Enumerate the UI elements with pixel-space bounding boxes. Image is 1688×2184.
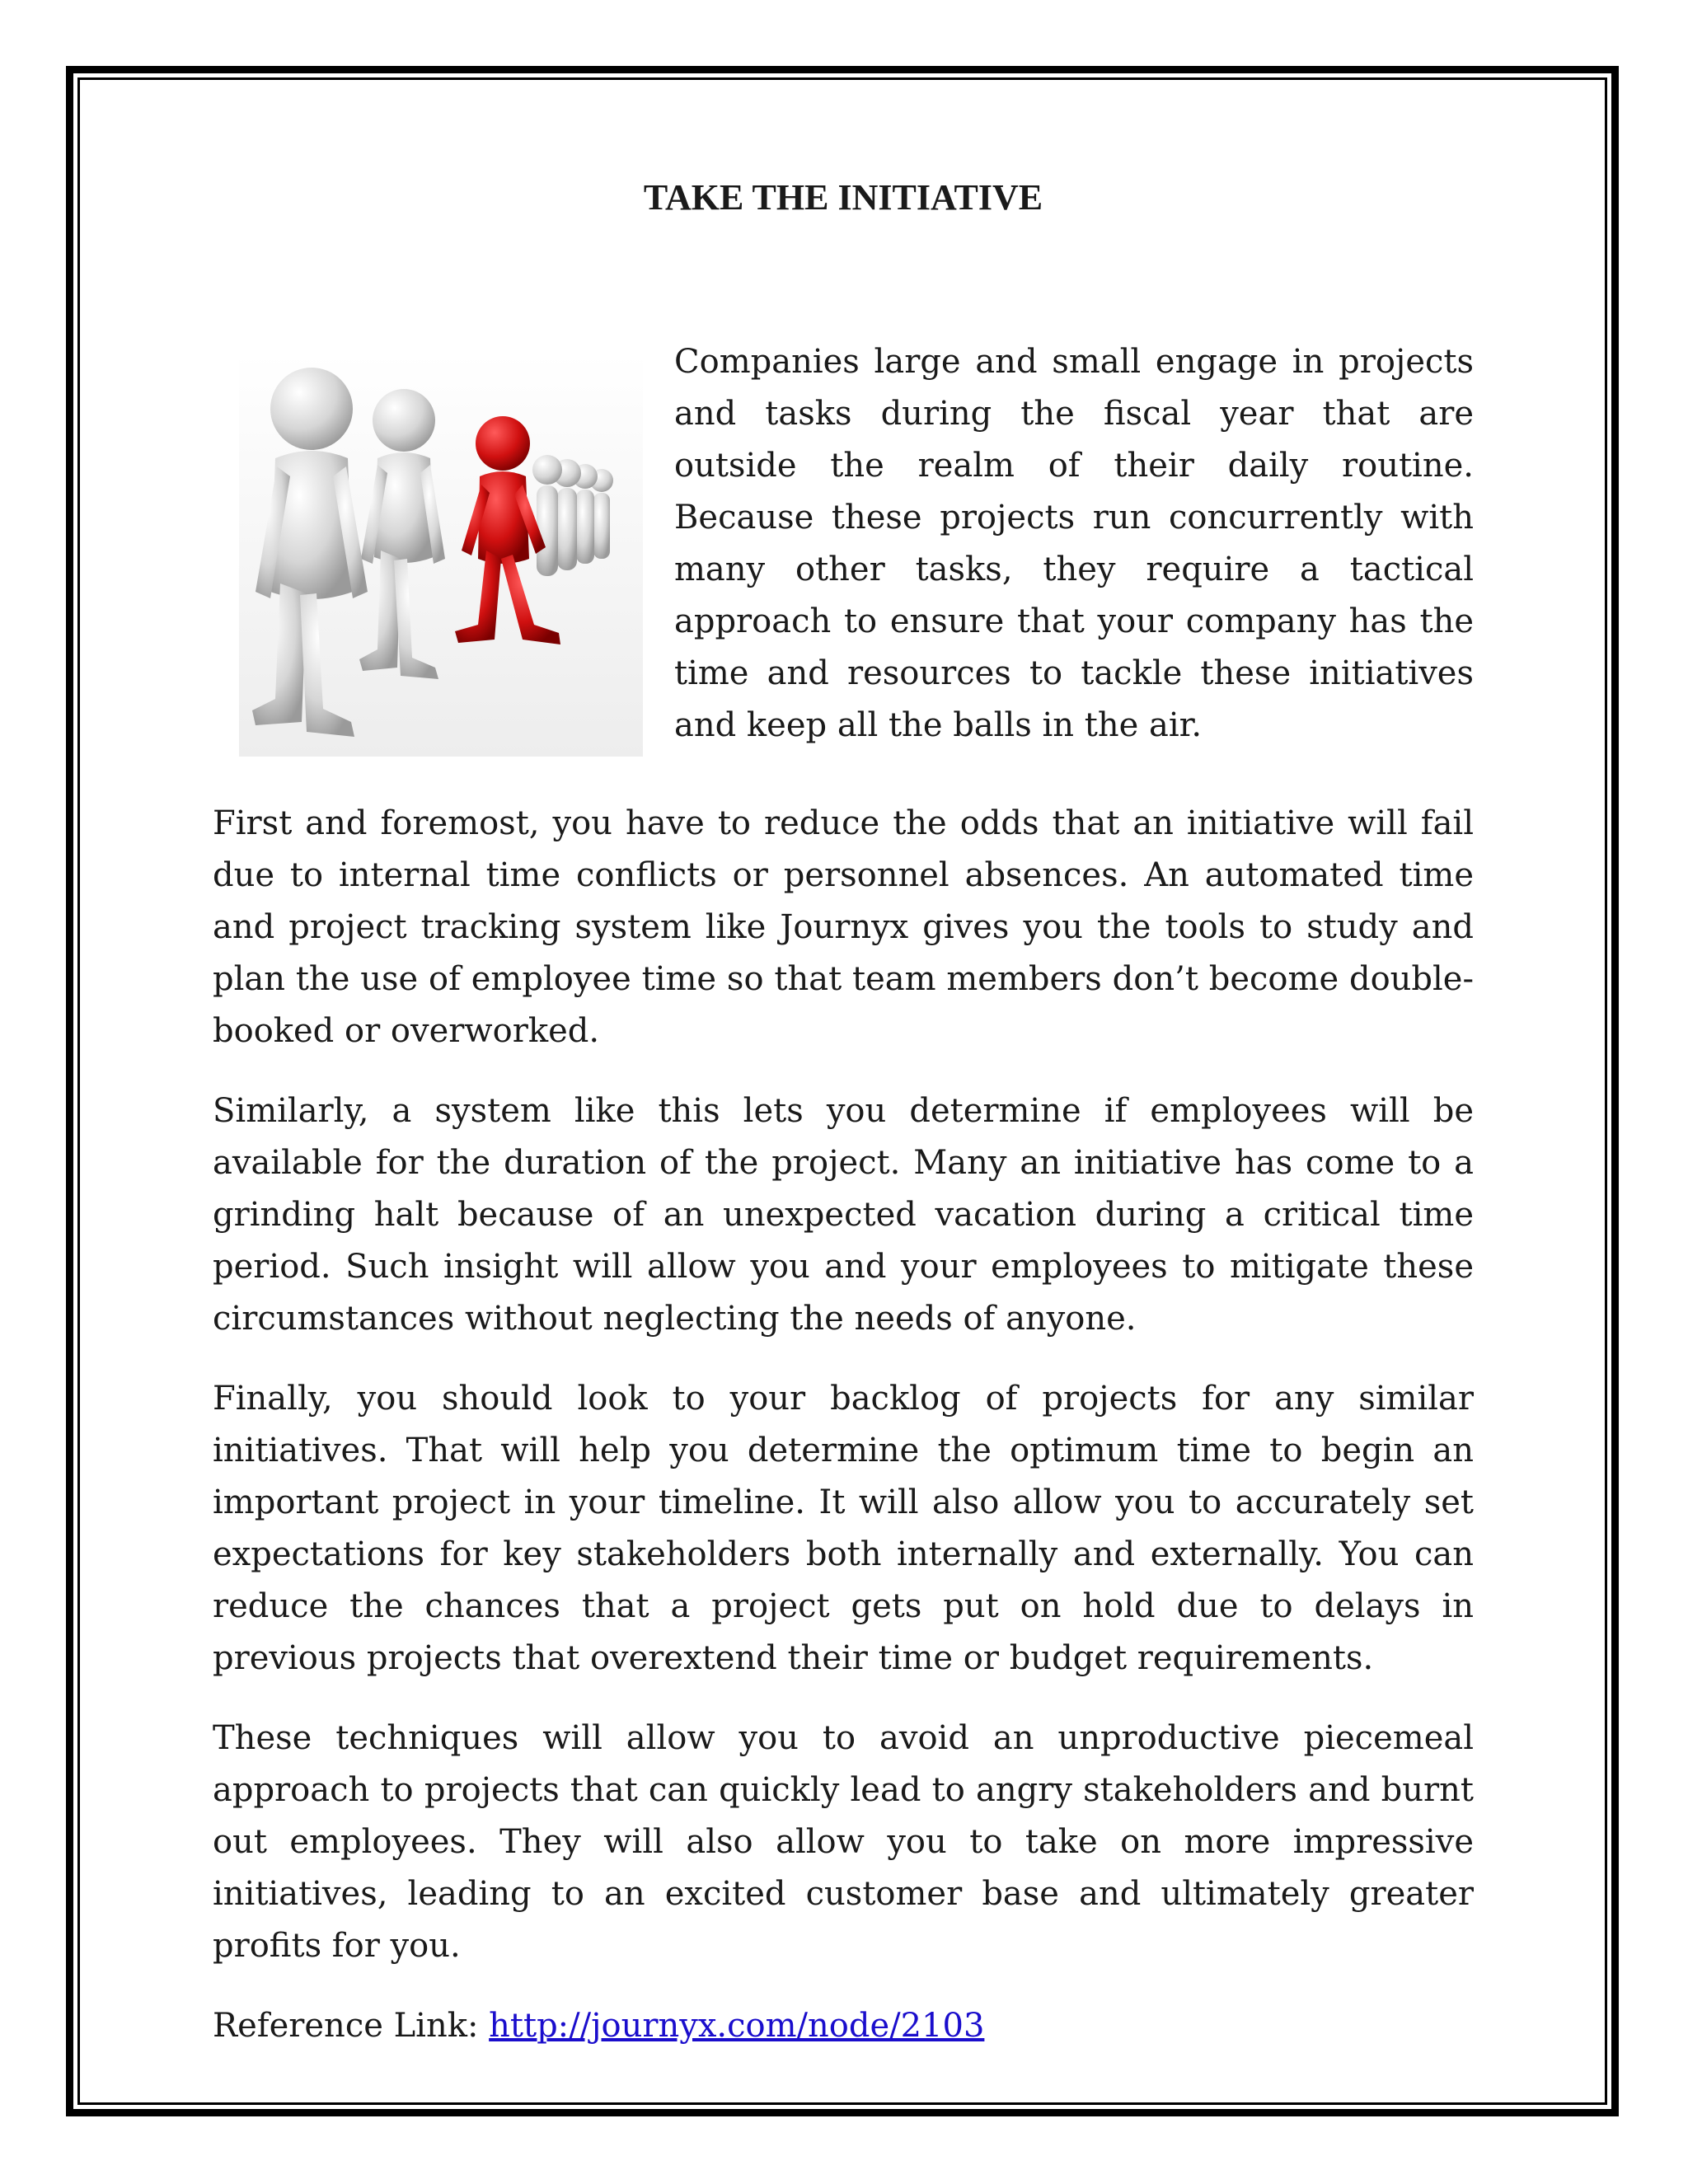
body-paragraph: Finally, you should look to your backlog of projects for any similar initiatives. That will help you determine the optimum time to begin an important project in your timeline. It will also allow you to accurately set expectations for key stakeholders both internally and externally. You can reduce the chances that a project gets put on hold due to delays in previous projects that overextend their time or budget requirements. bbox=[213, 1380, 1474, 1677]
body-paragraph: Similarly, a system like this lets you determine if employees will be available for the duration of the project. Many an initiative has come to a grinding halt because of an unexpected vacation during a critical time period. Such insight will allow you and your employees to mitigate these circumstances without neglecting the needs of anyone. bbox=[213, 1092, 1474, 1338]
leader-figures-illustration bbox=[239, 353, 643, 757]
reference-line bbox=[213, 2000, 1474, 2052]
body-paragraph: These techniques will allow you to avoid an unproductive piecemeal approach to projects that can quickly lead to angry stakeholders and burnt out employees. They will also allow you to take on more impressive initiatives, leading to an excited customer base and ultimately greater profits for you. bbox=[213, 1719, 1474, 1965]
document-body bbox=[213, 173, 1474, 2052]
document-title: TAKE THE INITIATIVE bbox=[643, 177, 1043, 218]
reference-link[interactable]: http://journyx.com/node/2103 bbox=[489, 2007, 985, 2045]
intro-paragraph: Companies large and small engage in projects and tasks during the fiscal year that are outside the realm of their daily routine. Because these projects run concurrently with many other tasks, they require a tactical approach to ensure that your company has the time and resources to tackle these initiatives and keep all the balls in the air. bbox=[674, 343, 1474, 744]
intro-text-block bbox=[674, 336, 1474, 752]
intro-section bbox=[213, 336, 1474, 798]
body-paragraph: First and foremost, you have to reduce the odds that an initiative will fail due to internal time conflicts or personnel absences. An automated time and project tracking system like Journyx gives you the tools to study and plan the use of employee time so that team members don’t become double-booked or overworked. bbox=[213, 804, 1474, 1050]
reference-label: Reference Link: bbox=[213, 2007, 490, 2045]
body-paragraphs bbox=[213, 798, 1474, 1972]
